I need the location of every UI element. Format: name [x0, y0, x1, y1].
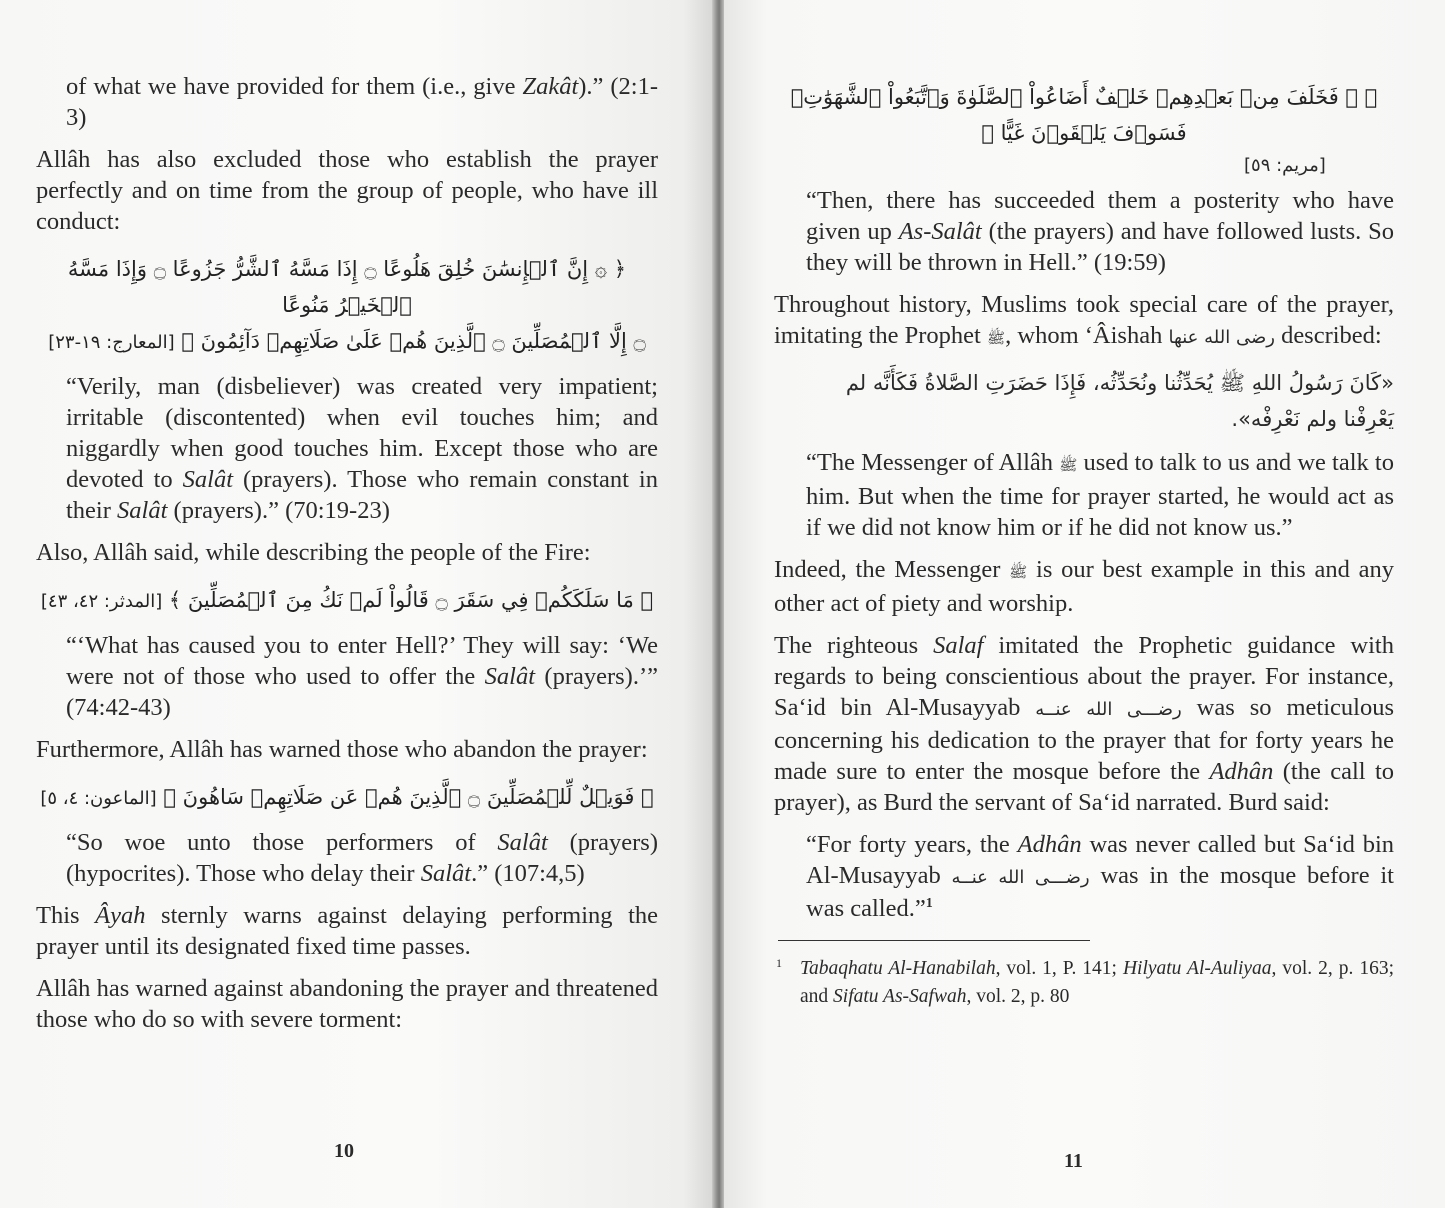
paragraph: Allâh has also excluded those who establish the prayer perfectly and on time from the group of people, who have ill conduct: [36, 146, 658, 235]
verse-translation: “‘What has caused you to enter Hell?’ They will say: ‘We were not of those who used to offer the Salât (prayers).’” (74:42-43) [66, 632, 658, 721]
salutation-glyph: ﷺ [987, 329, 1006, 347]
paragraph: Allâh has warned against abandoning the prayer and threatened those who do so with severe torment: [36, 975, 658, 1033]
book-spine [712, 0, 724, 1208]
verse-translation: “So woe unto those performers of Salât (prayers) (hypocrites). Those who delay their Salât.” (107:4,5) [66, 829, 658, 887]
quran-verse-arabic: ﴿ مَا سَلَكَكُمۡ فِي سَقَرَ ۝ قَالُواْ لَمۡ نَكُ مِنَ ٱلۡمُصَلِّينَ ﴾ [المدثر: ٤٢، ٤٣] [40, 588, 654, 612]
page-number: 10 [334, 1140, 354, 1162]
narration-quote: “For forty years, the Adhân was never called but Sa‘id bin Al-Musayyab رضـــى الله عنــه was in the mosque before it was called.”$^1$ [806, 831, 1395, 922]
paragraph: Indeed, the Messenger ﷺ is our best example in this and any other act of piety and worship. [774, 556, 1395, 617]
quote-continuation: of what we have provided for them (i.e., give Zakât).” (2:1-3) [66, 73, 658, 131]
right-page [724, 0, 1445, 1208]
paragraph: This Âyah sternly warns against delaying performing the prayer until its designated fixed time passes. [36, 902, 658, 960]
paragraph: Furthermore, Allâh has warned those who abandon the prayer: [36, 736, 648, 763]
left-page [0, 0, 712, 1208]
paragraph: Throughout history, Muslims took special care of the prayer, imitating the Prophet ﷺ, whom ‘Âishah رضى الله عنها described: [774, 291, 1394, 349]
verse-translation: “Verily, man (disbeliever) was created very impatient; irritable (discontented) when evil touches him; and niggardly when good touches him. Except those who are devoted to Salât (prayers). Those who remain constant in their Salât (prayers).” (70:19-23) [66, 373, 658, 524]
paragraph: The righteous Salaf imitated the Prophetic guidance with regards to being conscientious about the prayer. For instance, Sa‘id bin Al-Musayyab رضـــى الله عنــه was so meticulous concerning his dedication to the prayer that for forty years he made sure to enter the mosque before the Adhân (the call to prayer), as Burd the servant of Sa‘id narrated. Burd said: [774, 632, 1394, 816]
page-number: 11 [1064, 1150, 1083, 1172]
right-page-content [774, 71, 1394, 1011]
salutation-glyph: ﷺ [1059, 456, 1078, 474]
quran-verse-arabic: ﴿ فَوَيۡلٌ لِّلۡمُصَلِّينَ ۝ ٱلَّذِينَ هُمۡ عَن صَلَاتِهِمۡ سَاهُونَ ﴾ [الماعون: ٤، ٥] [40, 785, 654, 809]
left-page-content [36, 71, 658, 1046]
footnote: 1 Tabaqhatu Al-Hanabilah, vol. 1, P. 141; Hilyatu Al-Auliyaa, vol. 2, p. 163; and Sifatu As-Safwah, vol. 2, p. 80 [776, 956, 1394, 1007]
verse-reference: [مريم: ٥٩] [1244, 155, 1326, 176]
quran-verse-arabic: ﴿ ۞ إِنَّ ٱلۡإِنسَٰنَ خُلِقَ هَلُوعًا ۝ إِذَا مَسَّهُ ٱلشَّرُّ جَزُوعًا ۝ وَإِذَا مَسَّهُ ٱلۡخَيۡرُ مَنُوعًا ۝ إِلَّا ٱلۡمُصَلِّينَ ۝ ٱلَّذِينَ هُمۡ عَلَىٰ صَلَاتِهِمۡ دَآئِمُونَ ﴾ [المعارج: ١٩-٢٣] [48, 257, 646, 353]
verse-translation: “Then, there has succeeded them a posterity who have given up As-Salât (the prayers) and have followed lusts. So they will be thrown in Hell.” (19:59) [806, 187, 1394, 276]
paragraph: Also, Allâh said, while describing the people of the Fire: [36, 539, 591, 566]
hadith-translation: “The Messenger of Allâh ﷺ used to talk to us and we talk to him. But when the time for prayer started, he would act as if we did not know him or if he did not know us.” [806, 449, 1394, 541]
salutation-glyph: ﷺ [1009, 563, 1028, 581]
quran-verse-arabic: ﴿ ۞ فَخَلَفَ مِنۢ بَعۡدِهِمۡ خَلۡفٌ أَضَاعُواْ ٱلصَّلَوٰةَ وَٱتَّبَعُواْ ٱلشَّهَوَٰتِۖ فَسَوۡفَ يَلۡقَوۡنَ غَيًّا ﴾ [790, 85, 1378, 145]
footnote-divider [778, 940, 1090, 941]
footnote-reference: 1 [925, 895, 933, 911]
hadith-arabic: «كَانَ رَسُولُ اللهِ ﷺ يُحَدِّثُنا ونُحَدِّثُه، فَإِذَا حَضَرَتِ الصَّلاةُ فَكَأَنَّه لم يَعْرِفْنا ولم نَعْرِفْه». [845, 371, 1394, 431]
